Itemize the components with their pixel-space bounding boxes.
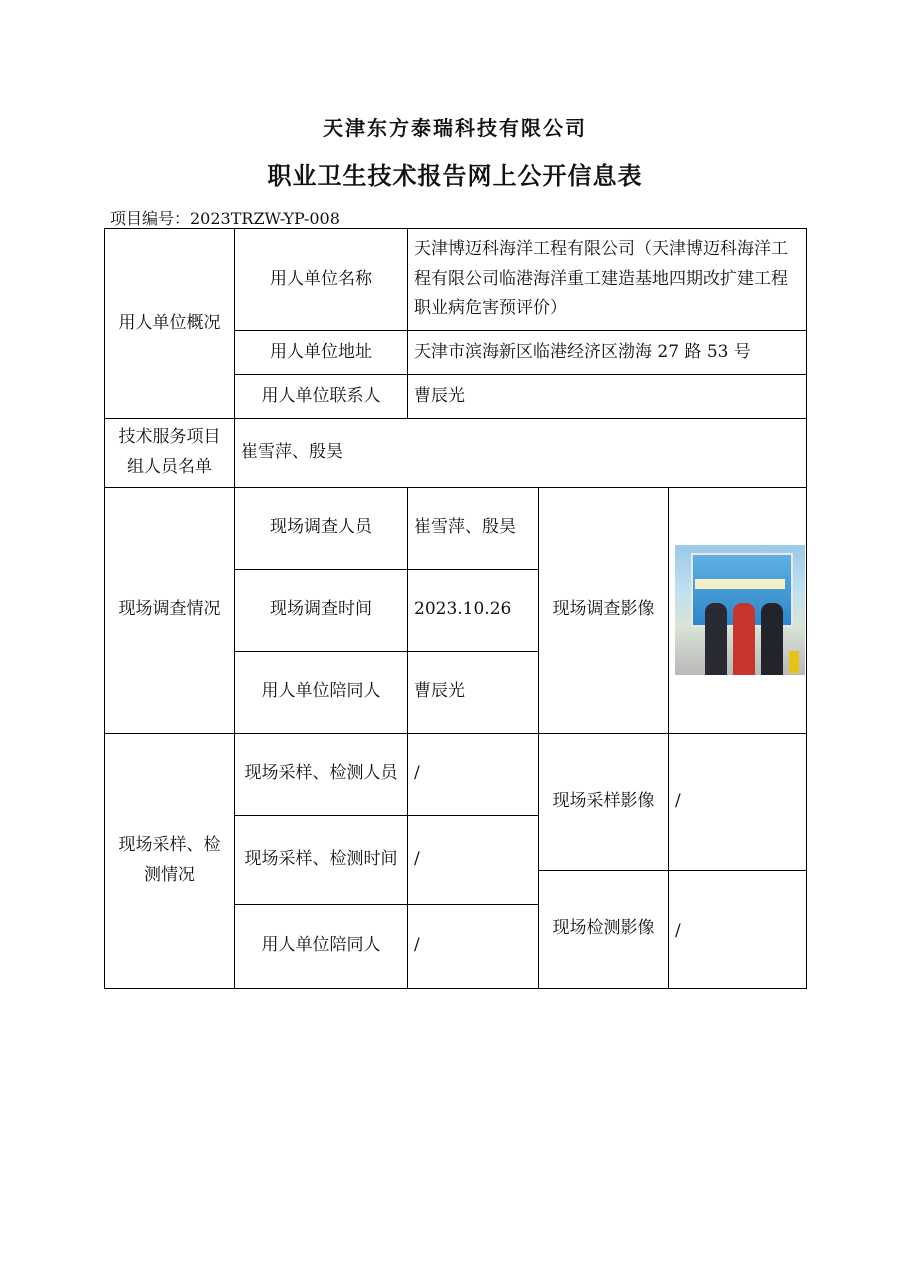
table-row — [105, 733, 807, 815]
team-value: 崔雪萍、殷昊 — [235, 419, 807, 488]
sampling-image-label: 现场采样影像 — [539, 733, 669, 870]
sampling-time-value: / — [408, 815, 539, 904]
sampling-time-label: 现场采样、检测时间 — [235, 815, 408, 904]
employer-name-label: 用人单位名称 — [235, 229, 408, 331]
employer-contact-label: 用人单位联系人 — [235, 375, 408, 419]
person-figure — [733, 603, 755, 675]
table-row — [105, 487, 807, 569]
survey-staff-label: 现场调查人员 — [235, 487, 408, 569]
sampling-staff-label: 现场采样、检测人员 — [235, 733, 408, 815]
survey-image-label: 现场调查影像 — [539, 487, 669, 733]
survey-photo — [675, 545, 805, 675]
person-figure — [761, 603, 783, 675]
survey-staff-value: 崔雪萍、殷昊 — [408, 487, 539, 569]
team-label: 技术服务项目组人员名单 — [105, 419, 235, 488]
sampling-escort-label: 用人单位陪同人 — [235, 904, 408, 988]
sampling-image-value: / — [669, 733, 807, 870]
survey-time-value: 2023.10.26 — [408, 569, 539, 651]
employer-contact-value: 曹辰光 — [408, 375, 807, 419]
info-table — [104, 228, 807, 989]
employer-address-value: 天津市滨海新区临港经济区渤海 27 路 53 号 — [408, 331, 807, 375]
survey-escort-value: 曹辰光 — [408, 651, 539, 733]
sampling-escort-value: / — [408, 904, 539, 988]
person-figure — [705, 603, 727, 675]
sampling-staff-value: / — [408, 733, 539, 815]
company-name: 天津东方泰瑞科技有限公司 — [323, 116, 587, 140]
survey-time-label: 现场调查时间 — [235, 569, 408, 651]
employer-section-label: 用人单位概况 — [105, 229, 235, 419]
survey-escort-label: 用人单位陪同人 — [235, 651, 408, 733]
employer-name-value: 天津博迈科海洋工程有限公司（天津博迈科海洋工程有限公司临港海洋重工建造基地四期改扩建工程职业病危害预评价） — [408, 229, 807, 331]
project-number: 项目编号：2023TRZW-YP-008 — [110, 209, 340, 228]
table-row — [105, 229, 807, 331]
sampling-section-label: 现场采样、检测情况 — [105, 733, 235, 988]
detect-image-label: 现场检测影像 — [539, 870, 669, 988]
table-row — [105, 419, 807, 488]
survey-section-label: 现场调查情况 — [105, 487, 235, 733]
detect-image-value: / — [669, 870, 807, 988]
floor-sign — [789, 651, 799, 673]
board-banner — [695, 579, 785, 589]
survey-image-cell — [669, 487, 807, 733]
page-title: 职业卫生技术报告网上公开信息表 — [267, 161, 643, 190]
employer-address-label: 用人单位地址 — [235, 331, 408, 375]
